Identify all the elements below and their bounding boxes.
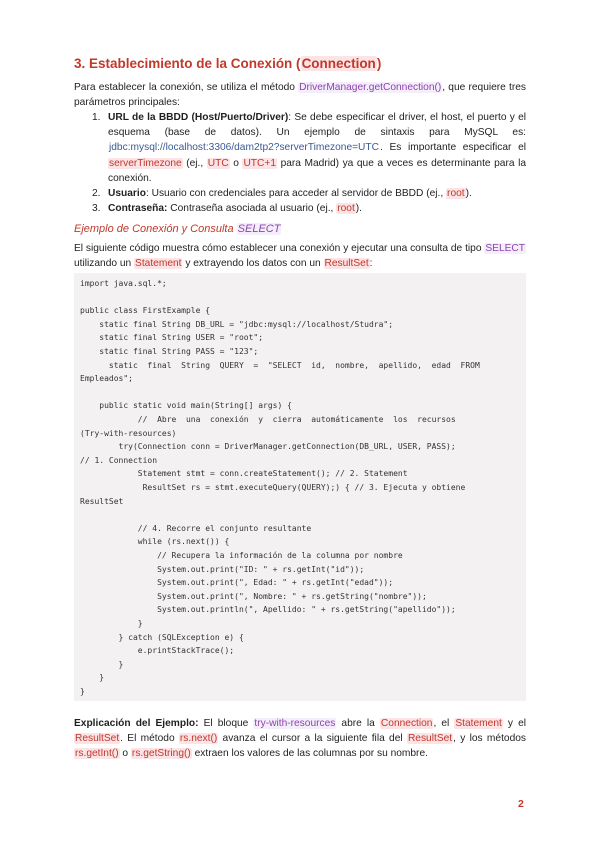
code-line: while (rs.next()) {	[80, 537, 230, 547]
list-item: 2. Usuario: Usuario con credenciales para acceder al servidor de BBDD (ej., root).	[92, 188, 472, 200]
code-line: e.printStackTrace();	[80, 646, 235, 656]
code-line: }	[80, 687, 85, 696]
code-line: static final String USER = "root";	[80, 333, 264, 343]
code-line: ResultSet	[80, 496, 124, 506]
method-term: DriverManager.getConnection()	[299, 82, 442, 93]
code-line: }	[80, 659, 124, 669]
code-line: public static void main(String[] args) {	[80, 401, 292, 411]
code-line: Empleados";	[80, 374, 133, 384]
list-item: 3. Contraseña: Contraseña asociada al usuario (ej., root).	[92, 203, 363, 215]
code-line: static final String DB_URL = "jdbc:mysql://localhost/Studra";	[80, 319, 394, 329]
code-line: static final String QUERY = "SELECT id, nombre, apellido, edad FROM	[80, 360, 480, 370]
code-line: } catch (SQLException e) {	[80, 632, 244, 642]
code-line: System.out.print(", Edad: " + rs.getInt("edad"));	[80, 578, 394, 588]
code-line: // Abre una conexión y cierra automáticamente los recursos	[80, 415, 456, 424]
code-line: static final String PASS = "123";	[80, 347, 259, 356]
code-line: try(Connection conn = DriverManager.getConnection(DB_URL, USER, PASS);	[80, 442, 456, 452]
code-line: Statement stmt = conn.createStatement(); // 2. Statement	[80, 469, 408, 479]
code-block	[74, 273, 526, 701]
code-line: public class FirstExample {	[80, 306, 211, 316]
explanation-paragraph: Explicación del Ejemplo: El bloque try-with-resources abre la Connection, el Statement y el ResultSet. El método rs.next() avanza el cursor a la siguiente fila del ResultSet, y los métodos rs.getInt() o rs.getString() extraen los valores de las columnas por su nombre.	[74, 718, 527, 760]
code-line: // Recupera la información de la columna por nombre	[80, 551, 403, 560]
code-line: System.out.println(", Apellido: " + rs.getString("apellido"));	[80, 605, 456, 615]
page-number: 2	[518, 798, 524, 810]
code-line: // 1. Connection	[80, 455, 158, 465]
example-intro: El siguiente código muestra cómo establecer una conexión y ejecutar una consulta de tipo SELECT utilizando un Statement y extrayendo los datos con un ResultSet:	[74, 243, 525, 270]
url-example: jdbc:mysql://localhost:3306/dam2tp2?serverTimezone=UTC	[109, 142, 379, 154]
section-heading: 3. Establecimiento de la Conexión (Connection)	[74, 56, 382, 71]
connection-term: Connection	[301, 56, 376, 71]
code-line: System.out.print(", Nombre: " + rs.getString("nombre"));	[80, 591, 427, 601]
intro-paragraph: Para establecer la conexión, se utiliza el método DriverManager.getConnection(), que requiere tres parámetros principales:	[74, 82, 526, 109]
code-line: import java.sql.*;	[80, 279, 167, 288]
list-item: 1. URL de la BBDD (Host/Puerto/Driver): Se debe especificar el driver, el host, el puerto y el esquema (base de datos). Un ejemplo de sintaxis para MySQL es: jdbc:mysql://localhost:3306/dam2tp2?serverTimezone=UTC. Es importante especificar el serverTimezone (ej., UTC o UTC+1 para Madrid) ya que a veces es determinante para la conexión.	[92, 112, 527, 184]
code-line: }	[80, 619, 143, 628]
code-line: }	[80, 673, 105, 683]
code-line: System.out.print("ID: " + rs.getInt("id"));	[80, 564, 365, 574]
code-line: ResultSet rs = stmt.executeQuery(QUERY);) { // 3. Ejecuta y obtiene	[80, 483, 466, 492]
subsection-heading: Ejemplo de Conexión y Consulta SELECT	[74, 223, 281, 235]
code-line: // 4. Recorre el conjunto resultante	[80, 523, 312, 533]
parameters-list	[92, 110, 526, 216]
code-line: (Try-with-resources)	[80, 428, 177, 438]
